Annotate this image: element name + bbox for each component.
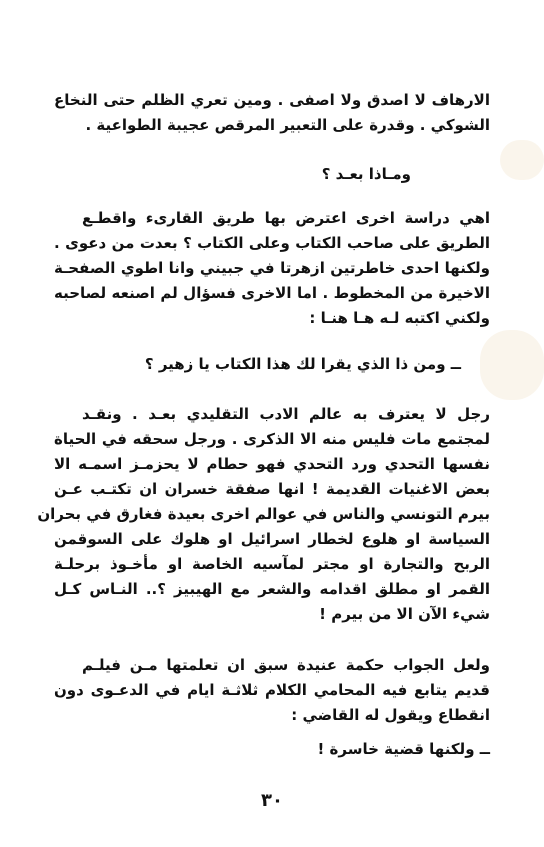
closing-line: ــ ولكنها قضية خاسرة ! — [317, 740, 490, 758]
text-line-19: ولعل الجواب حكمة عنيدة سبق ان تعلمتها مـن فيلـم — [82, 656, 490, 674]
paper-stain — [480, 330, 544, 400]
text-line-12: نفسها التحدي ورد التحدي فهو حطام لا يحزمـز اسمـه الا — [54, 455, 490, 473]
text-line-6: ولكنها احدى خاطرتين ازهرتا في جبيني وانا اطوي الصفحـة — [54, 259, 490, 277]
text-line-16: الربح والتجارة او مجتر لمآسيه الخاصة او مأخـوذ برحلـة — [54, 555, 490, 573]
section-heading: ومـاذا بعـد ؟ — [321, 165, 411, 183]
text-line-4: اهي دراسة اخرى اعترض بها طريق القارىء واقطـع — [82, 209, 490, 227]
text-line-15: السياسة او هلوع لخطار اسرائيل او هلوك على السوق‍من — [54, 530, 490, 548]
text-line-10: رجل لا يعترف به عالم الادب التقليدي بعـد . ونقـد — [82, 405, 490, 423]
text-line-20: قديم يتابع فيه المحامي الكلام ثلاثـة ايام في الدعـوى دون — [54, 681, 490, 699]
page-number: ٣٠ — [261, 790, 283, 811]
text-line-13: بعض الاغنيات القديمة ! انها صفقة خسران ان تكتـب عـن — [54, 480, 490, 498]
text-line-18: شيء الآن الا من بيرم ! — [319, 605, 490, 623]
text-line-8: ولكني اكتبه لـه هـا هنـا : — [309, 309, 490, 327]
text-line-2: الشوكي . وقدرة على التعبير المرقص عجيبة الطواعية . — [85, 116, 490, 134]
text-line-7: الاخيرة من المخطوط . اما الاخرى فسؤال لم اصنعه لصاحبه — [54, 284, 490, 302]
text-line-14: بيرم التونسي والناس في عوالم اخرى بعيدة فغارق في بحران — [37, 505, 490, 523]
paper-stain — [500, 140, 544, 180]
text-line-21: انقطاع ويقول له القاضي : — [291, 706, 490, 724]
quote-line: ــ ومن ذا الذي يقرا لك هذا الكتاب يا زهير ؟ — [144, 355, 461, 373]
text-line-17: القمر او مطلق اقدامه والشعر مع الهيبيز ؟.. النـاس كـل — [54, 580, 490, 598]
text-line-1: الارهاف لا اصدق ولا اصفى . ومين تعري الظلم حتى النخاع — [54, 91, 490, 109]
text-line-5: الطريق على صاحب الكتاب وعلى الكتاب ؟ بعدت من دعوى . — [54, 234, 490, 252]
text-line-11: لمجتمع مات فليس منه الا الذكرى . ورجل سحقه في الحياة — [54, 430, 490, 448]
